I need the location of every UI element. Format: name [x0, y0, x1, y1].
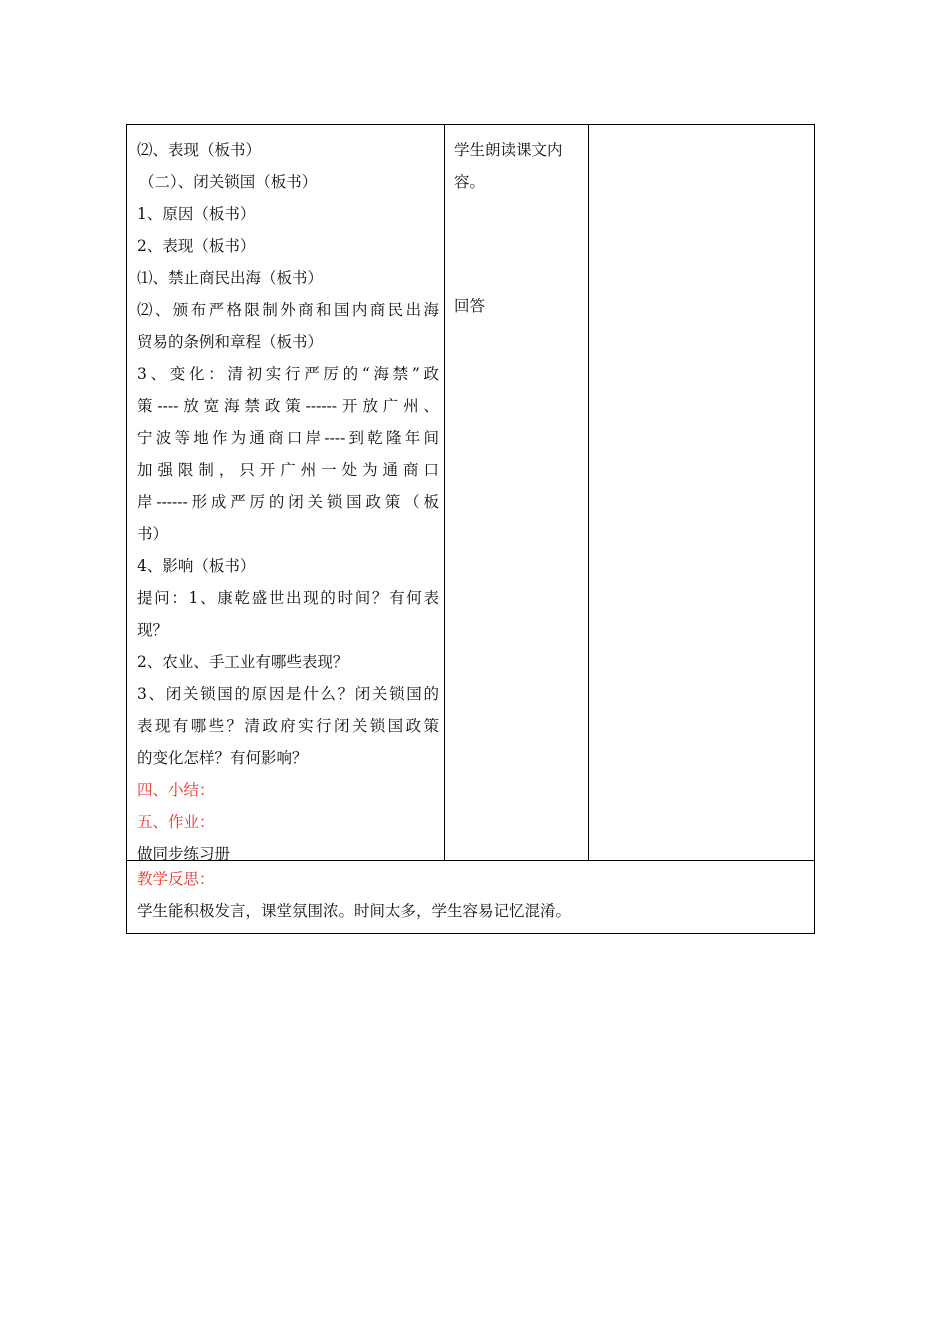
student-activity-lines	[454, 134, 584, 198]
content-line: 书）	[137, 525, 169, 543]
content-line: 3、闭关锁国的原因是什么？闭关锁国的	[137, 685, 439, 703]
content-line: 宁波等地作为通商口岸----到乾隆年间	[137, 429, 439, 447]
content-line: 2、农业、手工业有哪些表现？	[137, 653, 349, 671]
notes-cell	[589, 125, 814, 860]
content-line: 加强限制，只开广州一处为通商口	[137, 461, 439, 479]
content-line: 做同步练习册	[137, 845, 231, 863]
teaching-content-cell	[127, 125, 445, 863]
content-line: 岸------形成严厉的闭关锁国政策（板	[137, 493, 439, 511]
lesson-plan-table	[126, 124, 815, 934]
reflection-body: 学生能积极发言，课堂氛围浓。时间太多，学生容易记忆混淆。	[137, 902, 572, 920]
student-answer: 回答	[454, 297, 486, 315]
content-line: 表现有哪些？清政府实行闭关锁国政策	[137, 717, 439, 735]
summary-heading: 四、小结：	[137, 781, 215, 799]
content-line: ⑵、表现（板书）	[137, 141, 262, 159]
content-line: 3、变化：清初实行严厉的“海禁”政	[137, 365, 439, 383]
content-line: 的变化怎样？有何影响？	[137, 749, 308, 767]
student-line: 学生朗读课文内	[454, 141, 563, 159]
homework-heading: 五、作业：	[137, 813, 215, 831]
content-line: ⑵、颁布严格限制外商和国内商民出海	[137, 301, 439, 319]
reflection-title: 教学反思：	[137, 870, 215, 888]
content-line: 贸易的条例和章程（板书）	[137, 333, 324, 351]
content-line: 1、原因（板书）	[137, 205, 256, 223]
content-line: ⑴、禁止商民出海（板书）	[137, 269, 324, 287]
student-activity-cell	[445, 125, 589, 860]
teaching-reflection-cell	[127, 860, 814, 933]
content-line: 2、表现（板书）	[137, 237, 256, 255]
content-line: 策----放宽海禁政策------开放广州、	[137, 397, 439, 415]
content-line: 现？	[137, 621, 169, 639]
content-line: 提问：1、康乾盛世出现的时间？有何表	[137, 589, 439, 607]
student-line: 容。	[454, 173, 486, 191]
content-line: （二）、闭关锁国（板书）	[139, 173, 318, 191]
teaching-content-lines	[137, 134, 439, 870]
content-line: 4、影响（板书）	[137, 557, 256, 575]
